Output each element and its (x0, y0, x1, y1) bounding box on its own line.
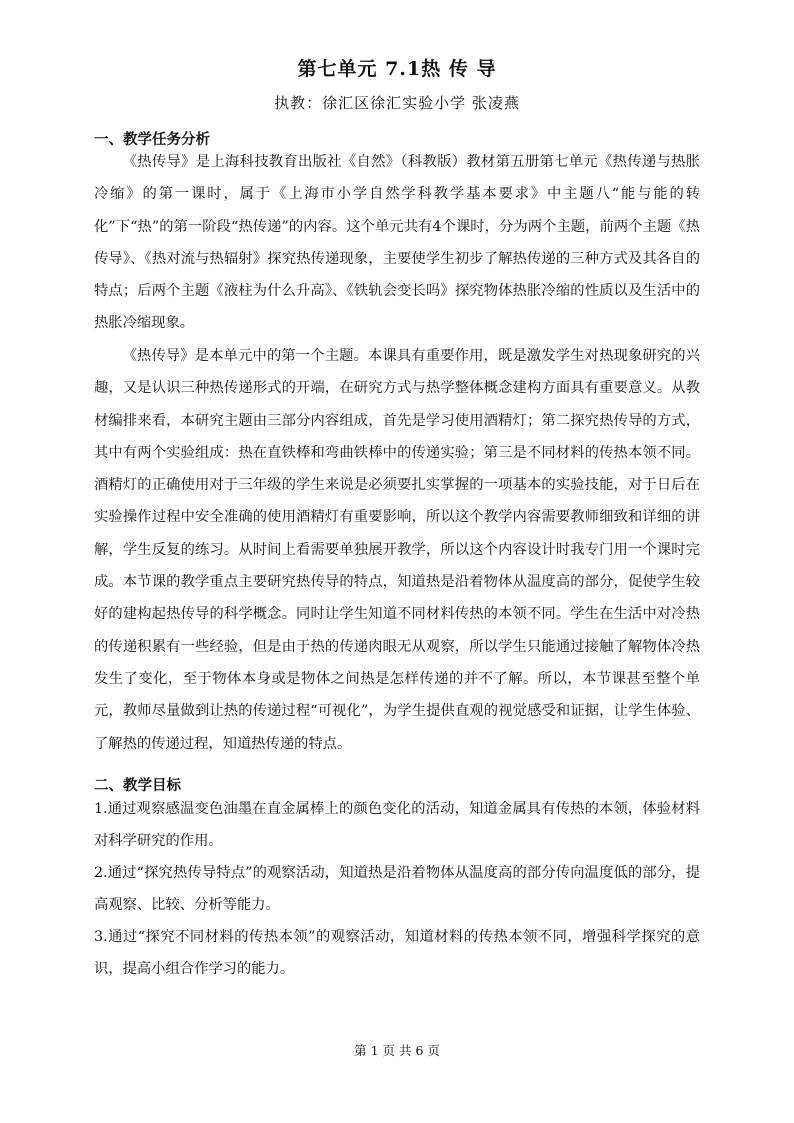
paragraph-task-analysis-2: 《热传导》是本单元中的第一个主题。本课具有重要作用，既是激发学生对热现象研究的兴趣，又是认识三种热传递形式的开端，在研究方式与热学整体概念建构方面具有重要意义。从教材编排来看，本研究主题由三部分内容组成，首先是学习使用酒精灯；第二探究热传导的方式，其中有两个实验组成：热在直铁棒和弯曲铁棒中的传递实验；第三是不同材料的传热本领不同。酒精灯的正确使用对于三年级的学生来说是必须要扎实掌握的一项基本的实验技能，对于日后在实验操作过程中安全准确的使用酒精灯有重要影响，所以这个教学内容需要教师细致和详细的讲解，学生反复的练习。从时间上看需要单独展开教学，所以这个内容设计时我专门用一个课时完成。本节课的教学重点主要研究热传导的特点，知道热是沿着物体从温度高的部分，促使学生较好的建构起热传导的科学概念。同时让学生知道不同材料传热的本领不同。学生在生活中对冷热的传递积累有一些经验，但是由于热的传递肉眼无从观察，所以学生只能通过接触了解物体冷热发生了变化，至于物体本身或是物体之间热是怎样传递的并不了解。所以，本节课甚至整个单元，教师尽量做到让热的传递过程“可视化”，为学生提供直观的视觉感受和证据，让学生体验、了解热的传递过程，知道热传递的特点。 (94, 348, 700, 752)
section-heading-goals: 二、教学目标 (94, 777, 181, 794)
goal-item-3: 3.通过“探究不同材料的传热本领”的观察活动，知道材料的传热本领不同，增强科学探究的意识，提高小组合作学习的能力。 (94, 929, 700, 978)
paragraph-task-analysis-1: 《热传导》是上海科技教育出版社《自然》（科教版）教材第五册第七单元《热传递与热胀冷缩》的第一课时，属于《上海市小学自然学科教学基本要求》中主题八“能与能的转化”下“热”的第一阶段“热传递”的内容。这个单元共有4个课时，分为两个主题，前两个主题《热传导》、《热对流与热辐射》探究热传递现象，主要使学生初步了解热传递的三种方式及其各自的特点；后两个主题《液柱为什么升高》、《铁轨会变长吗》探究物体热胀冷缩的性质以及生活中的热胀冷缩现象。 (94, 154, 700, 332)
author-line: 执教：徐汇区徐汇实验小学 张凌燕 (274, 94, 520, 112)
section-heading-task-analysis: 一、教学任务分析 (94, 131, 210, 148)
goal-item-2: 2.通过“探究热传导特点”的观察活动，知道热是沿着物体从温度高的部分传向温度低的部分，提高观察、比较、分析等能力。 (94, 865, 700, 914)
goal-item-1: 1.通过观察感温变色油墨在直金属棒上的颜色变化的活动，知道金属具有传热的本领，体验材料对科学研究的作用。 (94, 801, 700, 850)
document-title: 第七单元 7.1热 传 导 (297, 58, 497, 80)
page-number-footer: 第 1 页 共 6 页 (354, 1043, 440, 1058)
